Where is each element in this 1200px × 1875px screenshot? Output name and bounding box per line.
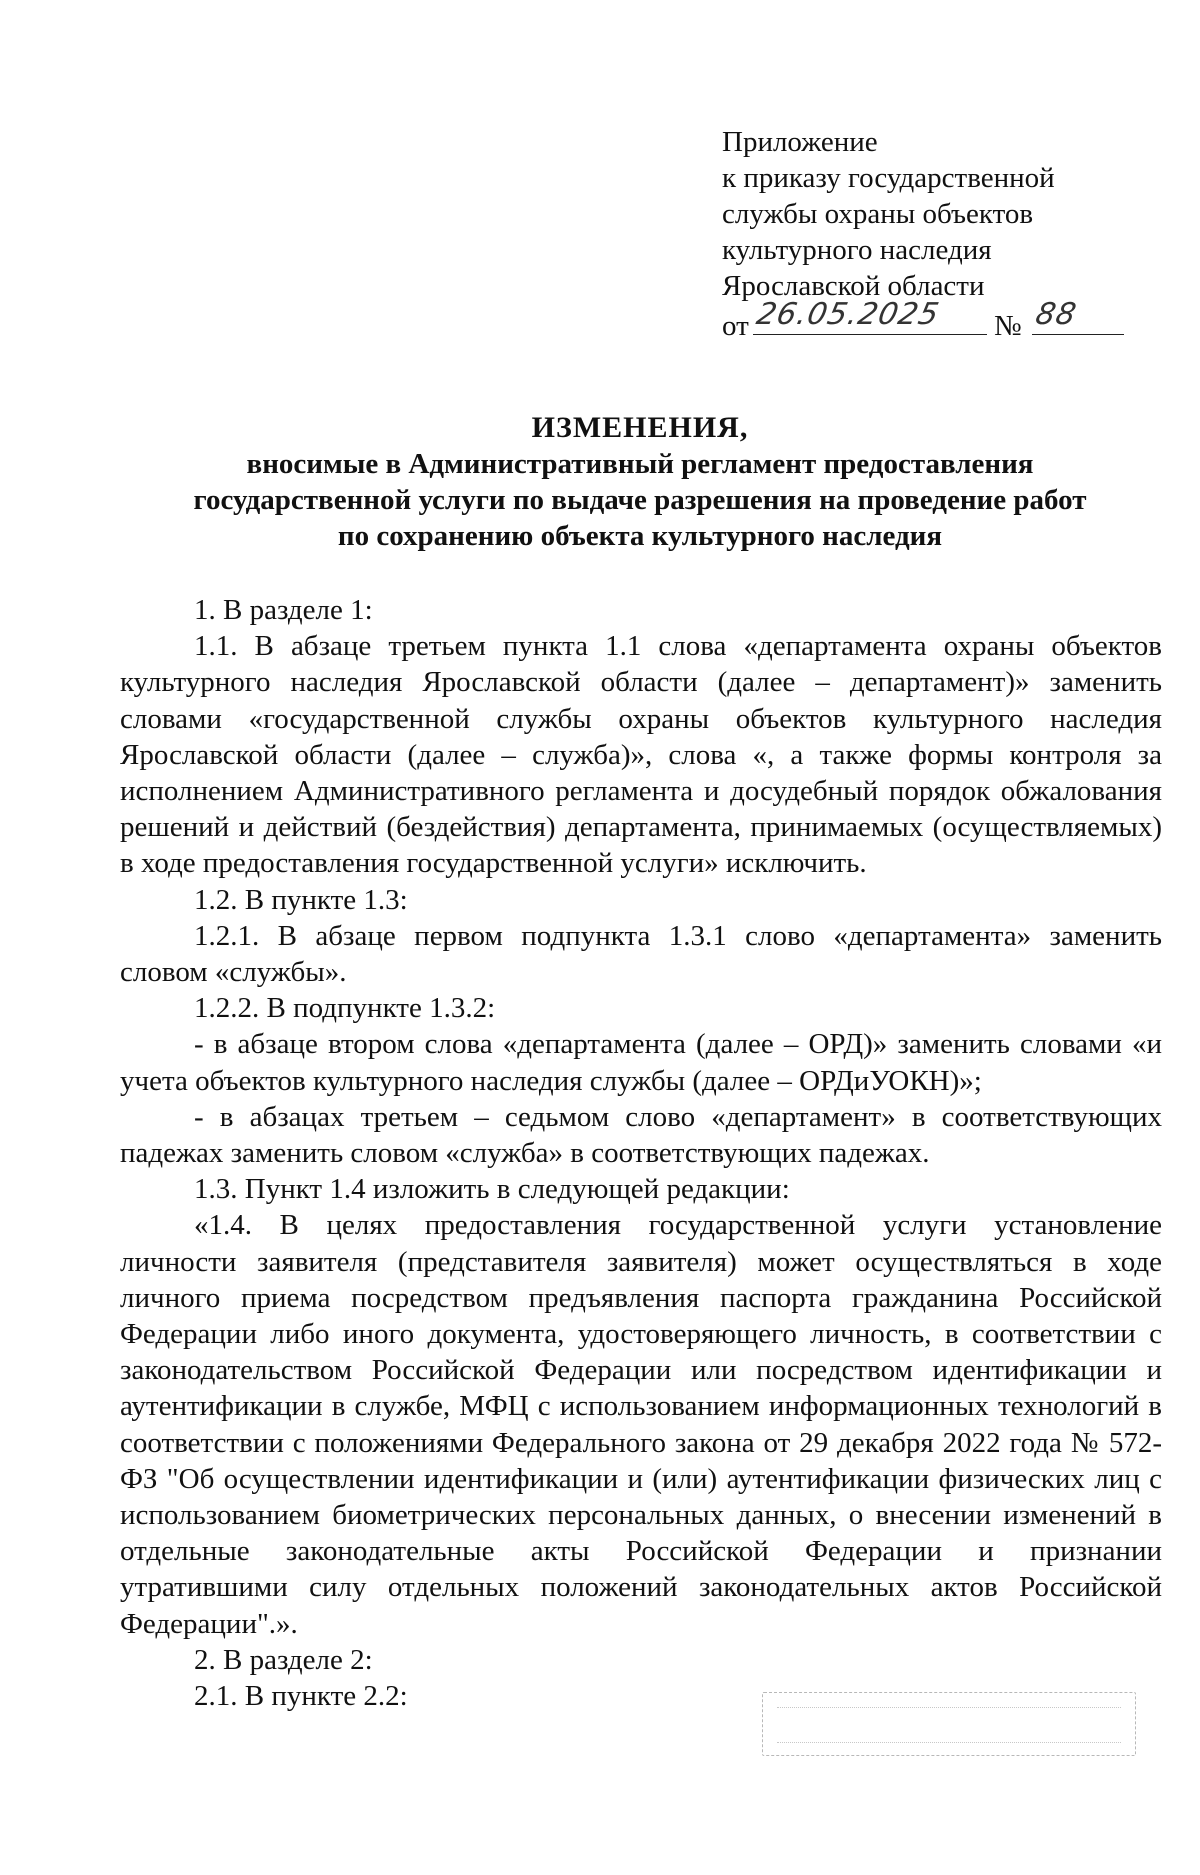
date-prefix: от (722, 310, 749, 342)
appendix-line: культурного наследия (722, 234, 992, 266)
paragraph: 2. В разделе 2: (194, 1643, 373, 1676)
appendix-block (722, 124, 1162, 344)
title-line: вносимые в Административный регламент предоставления (246, 448, 1034, 480)
paragraph: 1.1. В абзаце третьем пункта 1.1 слова «департамента охраны объектов культурного наследия Ярославской области (далее – департамент)» заменить словами «государственной службы охраны объектов культурного наследия Ярославской области (далее – служба)», слова «, а также формы контроля за исполнением Административного регламента и досудебный порядок обжалования решений и действий (бездействия) департамента, принимаемых (осуществляемых) в ходе предоставления государственной услуги» исключить. (120, 630, 1162, 880)
title-heading: ИЗМЕНЕНИЯ, (531, 411, 749, 444)
paragraph: - в абзаце втором слова «департамента (далее – ОРД)» заменить словами «и учета объектов культурного наследия службы (далее – ОРДиУОКН)»; (120, 1028, 1162, 1097)
handwritten-number: 88 (1032, 297, 1080, 332)
title-line: по сохранению объекта культурного наследия (337, 520, 943, 552)
paragraph: 2.1. В пункте 2.2: (194, 1680, 408, 1713)
stamp-inner-lines (777, 1707, 1121, 1743)
paragraph: 1. В разделе 1: (194, 594, 373, 626)
appendix-line: службы охраны объектов (722, 198, 1034, 230)
number-field (1032, 297, 1124, 335)
title-line: государственной услуги по выдаче разрешения на проведение работ (193, 484, 1087, 516)
paragraph: 1.2.1. В абзаце первом подпункта 1.3.1 слово «департамента» заменить словом «службы». (120, 919, 1162, 989)
paragraph: 1.2. В пункте 1.3: (194, 883, 408, 916)
number-prefix: № (994, 310, 1022, 342)
order-date-line (722, 297, 1162, 344)
paragraph: «1.4. В целях предоставления государственной услуги установление личности заявителя (представителя заявителя) может осуществляться в ходе личного приема посредством предъявления паспорта гражданина Российской Федерации либо иного документа, удостоверяющего личность, в соответствии с законодательством Российской Федерации или посредством идентификации и аутентификации в службе, МФЦ с использованием информационных технологий в соответствии с положениями Федерального закона от 29 декабря 2022 года № 572-ФЗ "Об осуществлении идентификации и (или) аутентификации физических лиц с использованием биометрических персональных данных, о внесении изменений в отдельные законодательные акты Российской Федерации и признании утратившими силу отдельных положений законодательных актов Российской Федерации".». (120, 1209, 1162, 1640)
document-title (110, 410, 1170, 554)
appendix-line: Ярославской области (722, 270, 985, 302)
date-field (753, 297, 987, 335)
appendix-line: к приказу государственной (722, 162, 1055, 194)
paragraph: 1.2.2. В подпункте 1.3.2: (194, 992, 496, 1025)
faded-stamp (762, 1692, 1136, 1756)
document-body (120, 592, 1162, 1714)
paragraph: 1.3. Пункт 1.4 изложить в следующей редакции: (194, 1173, 790, 1206)
handwritten-date: 26.05.2025 (753, 297, 943, 332)
appendix-line: Приложение (722, 126, 878, 158)
paragraph: - в абзацах третьем – седьмом слово «департамент» в соответствующих падежах заменить словом «служба» в соответствующих падежах. (120, 1100, 1162, 1170)
